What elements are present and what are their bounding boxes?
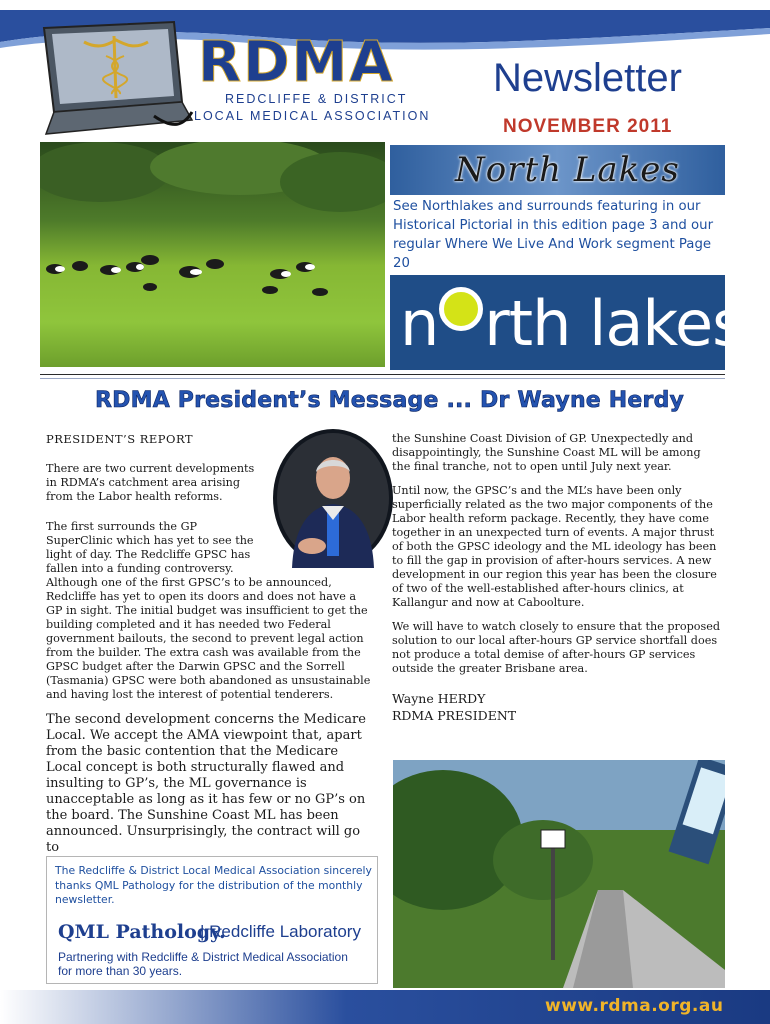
right-column xyxy=(392,432,722,724)
laptop-caduceus-icon xyxy=(24,20,194,140)
presidents-report-heading: PRESIDENT’S REPORT xyxy=(46,432,194,446)
sponsor-note: The Redcliffe & District Local Medical Association sincerely thanks QML Pathology for the distribution of the monthly newsletter. xyxy=(55,864,372,906)
birds-photo xyxy=(40,142,385,367)
paragraph: We will have to watch closely to ensure that the proposed solution to our local after-hours GP service shortfall does not produce a total demise of after-hours GP services outside the greater Brisbane area. xyxy=(392,620,721,675)
road-photo xyxy=(393,760,725,988)
north-lakes-logo-n: n xyxy=(400,287,439,360)
section-title: RDMA President’s Message ... Dr Wayne Herdy xyxy=(95,388,685,413)
north-lakes-logo-text xyxy=(400,287,744,360)
president-portrait xyxy=(272,428,394,568)
newsletter-title: Newsletter xyxy=(493,56,682,100)
feature-intro: See Northlakes and surrounds featuring in our Historical Pictorial in this edition page 3 and our regular Where We Live And Work segment Page 20 xyxy=(393,199,714,271)
redcliffe-laboratory-label: | Redcliffe Laboratory xyxy=(200,922,361,941)
paragraph: The first surrounds the GP SuperClinic which has yet to see the light of day. The Redcliffe GPSC has fallen into a funding controversy. Although one of the first GPSC’s to be announced, Redcliffe has yet to open its doors and does not have a GP in sight. The initial budget was insufficient to get the building completed and it has needed two Federal government bailouts, the second to prevent legal action from the builder. The extra cash was available from the GPSC budget after the Darwin GPSC and the Sorrell (Tasmania) GPSC were both abandoned as unsustainable and having lost the interest of potential tenderers. xyxy=(46,520,371,701)
paragraph: There are two current developments in RDMA’s catchment area arising from the Labor health reforms. xyxy=(46,462,255,503)
sun-o-icon xyxy=(439,287,483,331)
qml-pathology-logo: QML Pathology. xyxy=(58,921,226,943)
sponsor-tagline-line-1: Partnering with Redcliffe & District Medical Association xyxy=(58,950,348,964)
paragraph: The second development concerns the Medicare Local. We accept the AMA viewpoint that, apart from the basic contention that the Medicare Local concept is both structurally flawed and insulting to GP’s, the ML governance is unacceptable as long as it has few or no GP’s on the board. The Sunshine Coast ML has been announced. Unsurprisingly, the contract will go to xyxy=(46,712,366,855)
website-link[interactable]: www.rdma.org.au xyxy=(545,996,724,1016)
paragraph: Until now, the GPSC’s and the ML’s have been only superficially related as the two major components of the Labor health reform package. Recently, they have come together in an unexpected turn of events. A major thrust of both the GPSC ideology and the ML ideology has been to fill the gap in provision of after-hours services. A new development in our region this year has been the closure of two of the well-established after-hours clinics, at Kallangur and now at Caboolture. xyxy=(392,484,717,609)
sponsor-tagline-line-2: for more than 30 years. xyxy=(58,964,183,978)
north-lakes-banner-text: North Lakes xyxy=(455,150,680,190)
north-lakes-logo-rest: rth lakes xyxy=(484,287,744,360)
rdma-logo: RDMA xyxy=(198,30,395,95)
org-name-line-2: LOCAL MEDICAL ASSOCIATION xyxy=(194,109,431,123)
signature-name: Wayne HERDY xyxy=(392,691,486,706)
paragraph: the Sunshine Coast Division of GP. Unexpectedly and disappointingly, the Sunshine Coast ML will be among the final tranche, not to open until July next year. xyxy=(392,432,701,473)
signature-block xyxy=(392,690,722,724)
org-name-line-1: REDCLIFFE & DISTRICT xyxy=(225,92,408,106)
signature-title: RDMA PRESIDENT xyxy=(392,708,517,723)
newsletter-date: NOVEMBER 2011 xyxy=(503,116,673,137)
divider-line-secondary xyxy=(40,378,725,379)
sponsor-tagline xyxy=(58,950,368,978)
divider-line xyxy=(40,374,725,375)
